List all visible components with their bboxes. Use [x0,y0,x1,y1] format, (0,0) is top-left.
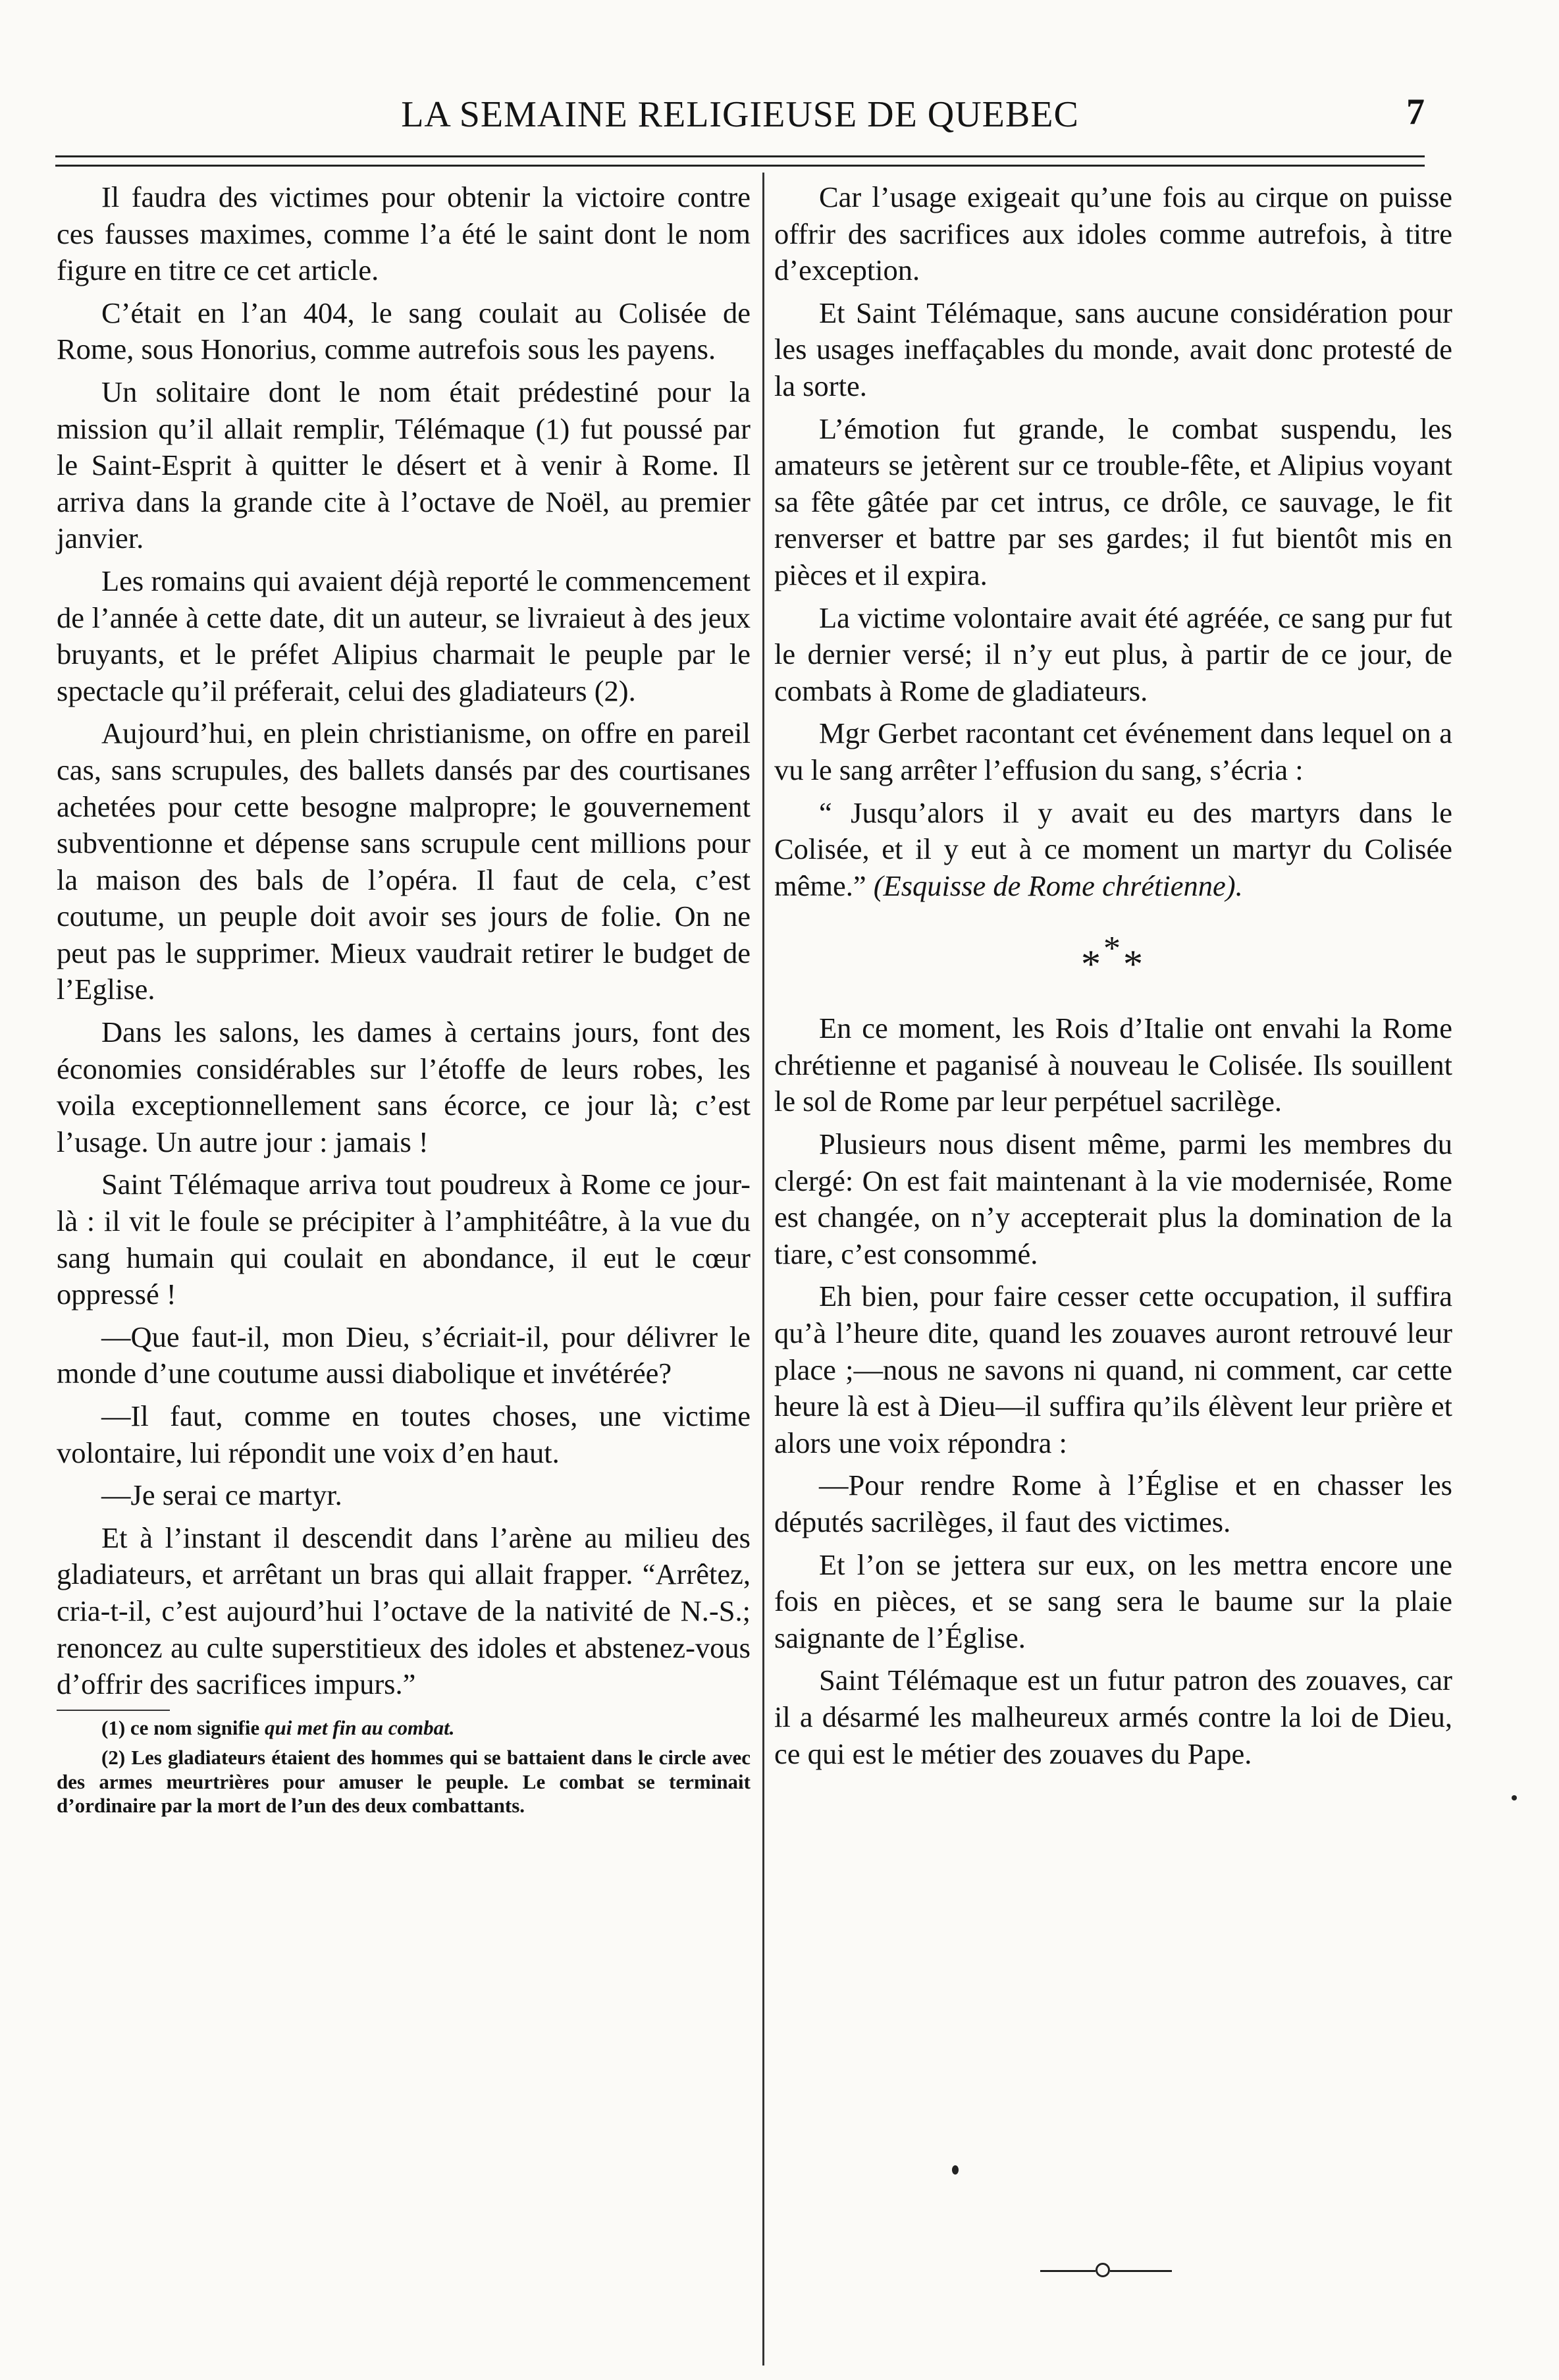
paragraph: C’était en l’an 404, le sang coulait au Colisée de Rome, sous Honorius, comme autrefois sous les payens. [57,296,751,366]
paragraph: Et à l’instant il descendit dans l’arène au milieu des gladiateurs, et arrêtant un bras qui allait frapper. “Arrêtez, cria-t-il, c’est aujourd’hui l’octave de la nativité de N.-S.; renoncez au culte superstitieux des idoles et abstenez-vous d’offrir des sacrifices impurs.” [57,1521,751,1701]
paragraph: Aujourd’hui, en plein christianisme, on offre en pareil cas, sans scrupules, des ballets dansés par des courtisanes achetées pour cette besogne malpropre; le gouvernement subventionne et dépense sans scrupule cent millions pour la maison des bals de l’opéra. Il faut de cela, c’est coutume, un peuple doit avoir ses jours de folie. On ne peut pas le supprimer. Mieux vaudrait retirer le budget de l’Eglise. [57,717,751,1006]
footnote-1-emphasis: qui met fin au combat. [264,1716,455,1739]
end-ornament [1027,2248,1185,2288]
paragraph: L’émotion fut grande, le combat suspendu, les amateurs se jetèrent sur ce trouble-fête, et Alipius voyant sa fête gâtée par cet intrus, ce drôle, ce sauvage, le fit renverser et battre par ses gardes; il fut bientôt mis en pièces et il expira. [774,412,1452,591]
paragraph: —Je serai ce martyr. [101,1478,342,1512]
paragraph: Saint Télémaque est un futur patron des zouaves, car il a désarmé les malheureux armés contre la loi de Dieu, ce qui est le métier des zouaves du Pape. [774,1663,1452,1770]
header-rule-bottom [55,165,1425,167]
ornament-circle [1096,2263,1110,2277]
footnote-rule [57,1710,170,1711]
left-column [57,179,751,1818]
footnote-1-marker: (1) [101,1716,126,1739]
ornament-line-left [1040,2270,1096,2272]
paragraph: Mgr Gerbet racontant cet événement dans lequel on a vu le sang arrêter l’effusion du sang, s’écria : [774,717,1452,786]
ink-speck [952,2165,959,2175]
paragraph: Il faudra des victimes pour obtenir la victoire contre ces fausses maximes, comme l’a été le saint dont le nom figure en titre ce cet article. [57,180,751,287]
paragraph: Et l’on se jettera sur eux, on les mettra encore une fois en pièces, et se sang sera le baume sur la plaie saignante de l’Église. [774,1548,1452,1654]
quotation [774,795,1452,905]
quote-text: “ Jusqu’alors il y avait eu des martyrs dans le Colisée, et il y eut à ce moment un martyr du Colisée même.” [774,796,1452,902]
paragraph: Dans les salons, les dames à certains jours, font des économies considérables sur l’étoffe de leurs robes, les voila exceptionnellement sans écorce, ce jour là; c’est l’usage. Un autre jour : jamais ! [57,1015,751,1158]
ink-speck [1512,1795,1517,1800]
paragraph: En ce moment, les Rois d’Italie ont envahi la Rome chrétienne et paganisé à nouveau le Colisée. Ils souillent le sol de Rome par leur perpétuel sacrilège. [774,1012,1452,1118]
footnote-2: (2) Les gladiateurs étaient des hommes qui se battaient dans le circle avec des armes meurtrières pour amuser le peuple. Le combat se terminait d’ordinaire par la mort de l’un des deux combattants. [57,1746,751,1818]
page-number: 7 [1406,92,1425,132]
header-rule-top [55,155,1425,157]
quote-source: (Esquisse de Rome chrétienne). [873,869,1243,902]
footnote-1 [57,1716,751,1741]
asterism-separator [774,927,1452,990]
paragraph: Car l’usage exigeait qu’une fois au cirque on puisse offrir des sacrifices aux idoles comme autrefois, à titre d’exception. [774,180,1452,287]
footnotes [57,1716,751,1818]
right-column [774,179,1452,1772]
column-divider [762,173,764,2366]
paragraph: Les romains qui avaient déjà reporté le commencement de l’année à cette date, dit un auteur, se livraieut à des jeux bruyants, et le préfet Alipius charmait le peuple par le spectacle qu’il préferait, celui des gladiateurs (2). [57,564,751,707]
paragraph: Saint Télémaque arriva tout poudreux à Rome ce jour-là : il vit le foule se précipiter à l’amphitéâtre, à la vue du sang humain qui coulait en abondance, il eut le cœur oppressé ! [57,1168,751,1311]
paragraph: Un solitaire dont le nom était prédestiné pour la mission qu’il allait remplir, Télémaque (1) fut poussé par le Saint-Esprit à quitter le désert et à venir à Rome. Il arriva dans la grande cite à l’octave de Noël, au premier janvier. [57,375,751,555]
asterisk-top: * [1103,930,1123,968]
asterisk-left: * [1081,942,1103,987]
paragraph: —Pour rendre Rome à l’Église et en chasser les députés sacrilèges, il faut des victimes. [774,1469,1452,1538]
paragraph: —Il faut, comme en toutes choses, une victime volontaire, lui répondit une voix d’en haut. [57,1399,751,1469]
asterisk-right: * [1123,942,1146,987]
paragraph: Eh bien, pour faire cesser cette occupation, il suffira qu’à l’heure dite, quand les zouaves auront retrouvé leur place ;—nous ne savons ni quand, ni comment, car cette heure là est à Dieu—il suffira qu’ils élèvent leur prière et alors une voix répondra : [774,1280,1452,1459]
paragraph: Plusieurs nous disent même, parmi les membres du clergé: On est fait maintenant à la vie modernisée, Rome est changée, on n’y accepterait plus la domination de la tiare, c’est consommé. [774,1127,1452,1270]
paragraph: —Que faut-il, mon Dieu, s’écriait-il, pour délivrer le monde d’une coutume aussi diabolique et invétérée? [57,1320,751,1390]
paragraph: Et Saint Télémaque, sans aucune considération pour les usages ineffaçables du monde, avait donc protesté de la sorte. [774,296,1452,402]
ornament-line-right [1110,2270,1172,2272]
paragraph: La victime volontaire avait été agréée, ce sang pur fut le dernier versé; il n’y eut plus, à partir de ce jour, de combats à Rome de gladiateurs. [774,601,1452,707]
running-title: LA SEMAINE RELIGIEUSE DE QUEBEC [401,94,1079,135]
footnote-1-text: ce nom signifie [130,1716,265,1739]
page-header [55,84,1425,150]
